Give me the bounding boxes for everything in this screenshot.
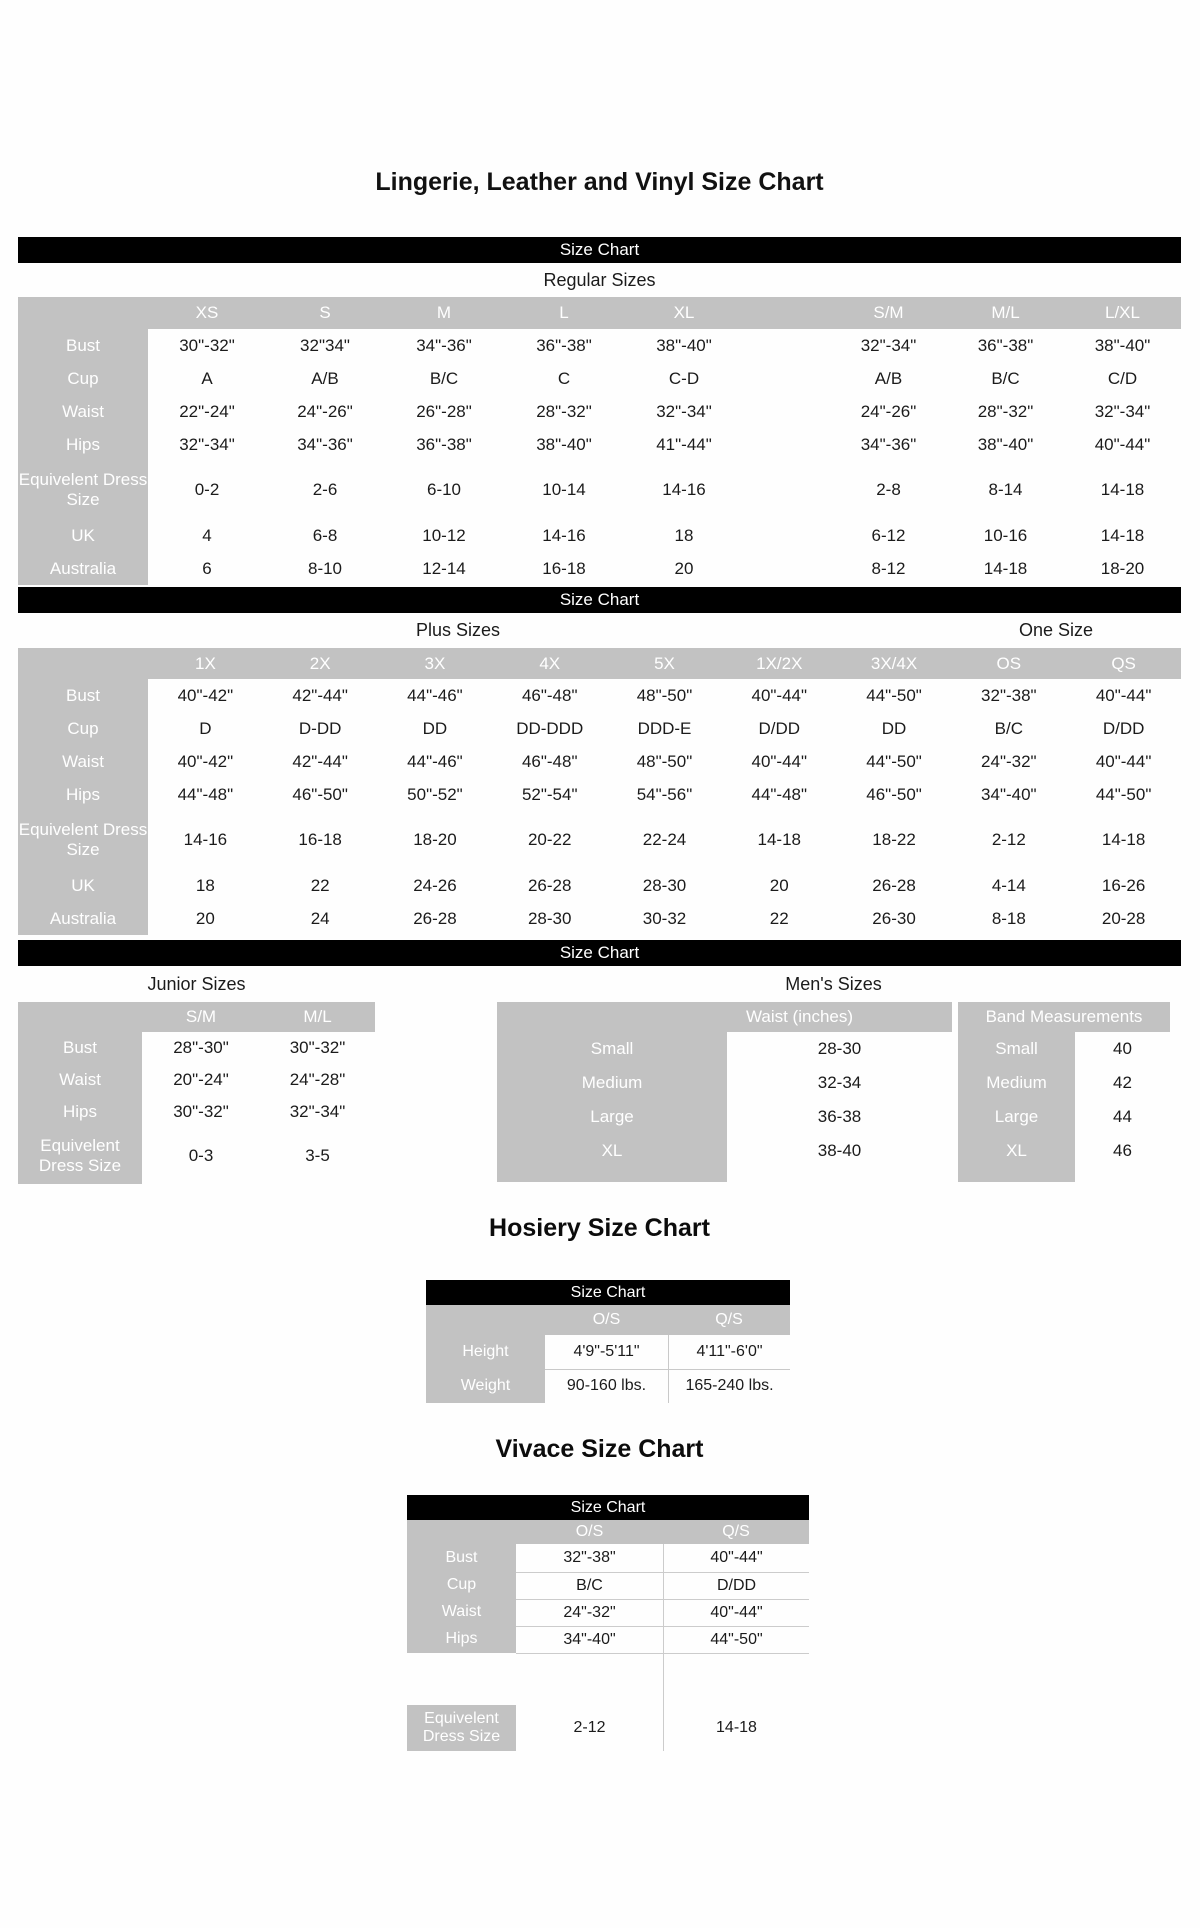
value-cell: 8-14 <box>988 480 1023 500</box>
hosiery-block <box>426 1280 790 1403</box>
value-cell: 6-12 <box>871 525 906 545</box>
value-cell: 46"-48" <box>521 685 578 705</box>
plus-sizes-table <box>18 648 1181 935</box>
value-cell: 34"-36" <box>860 434 917 454</box>
value-cell: 12-14 <box>422 558 466 578</box>
row-label: Australia <box>18 903 148 935</box>
page-content <box>18 168 1181 1751</box>
value-cell: 8-12 <box>871 558 906 578</box>
table-header-row <box>18 297 1181 329</box>
table-row <box>497 1134 1170 1182</box>
value-cell: 10-14 <box>542 480 586 500</box>
table-row <box>497 1032 1170 1066</box>
value-cell: 18-20 <box>413 830 457 850</box>
value-cell: 40"-44" <box>1095 751 1152 771</box>
value-cell: 22 <box>769 909 789 929</box>
table-row <box>18 1128 375 1184</box>
row-label: Weight <box>426 1369 545 1403</box>
value-cell: 16-18 <box>542 558 586 578</box>
value-cell: 32"-34" <box>656 401 712 421</box>
value-cell: 6-8 <box>312 525 338 545</box>
value-cell: 24"-26" <box>297 401 353 421</box>
value-cell: 30"-32" <box>179 335 235 355</box>
row-label: Bust <box>18 679 148 712</box>
column-header: M/L <box>260 1002 375 1032</box>
value-cell: DD-DDD <box>516 718 584 738</box>
row-label: Hips <box>18 428 148 461</box>
row-label: Hips <box>18 778 148 811</box>
value-cell: 34"-40" <box>981 784 1037 804</box>
table-gap <box>744 552 830 585</box>
value-cell: 24"-28" <box>289 1070 346 1090</box>
header-spacer <box>18 648 148 679</box>
value-cell: 30-32 <box>642 909 687 929</box>
value-cell: D/DD <box>663 1572 809 1599</box>
value-cell: 8-10 <box>307 558 343 578</box>
value-cell: 18-20 <box>1100 558 1145 578</box>
value-cell: A/B <box>311 368 339 388</box>
plus-section-row <box>18 613 1181 648</box>
row-label: XL <box>958 1134 1075 1182</box>
value-cell: 16-18 <box>298 830 342 850</box>
row-label: Bust <box>18 1032 142 1064</box>
value-cell: 20-22 <box>527 830 572 850</box>
table-gap <box>744 395 830 428</box>
value-cell: A/B <box>874 368 903 388</box>
row-label: Waist <box>18 395 148 428</box>
regular-sizes-table <box>18 297 1181 585</box>
vivace-block <box>407 1495 809 1751</box>
size-chart-bar: Size Chart <box>18 940 1181 966</box>
column-header: 2X <box>263 648 378 679</box>
value-cell: 44"-46" <box>407 685 463 705</box>
value-cell: B/C <box>516 1572 663 1599</box>
value-cell: B/C <box>429 368 459 388</box>
table-gap <box>663 1653 809 1705</box>
table-row <box>18 461 1181 519</box>
table-gap <box>744 428 830 461</box>
table-row <box>18 745 1181 778</box>
junior-mens-tables <box>18 1002 1181 1186</box>
column-header: 3X <box>378 648 493 679</box>
mens-sizes-label: Men's Sizes <box>785 973 882 994</box>
value-cell: B/C <box>991 368 1020 388</box>
value-cell: 38"-40" <box>536 434 592 454</box>
row-label: Small <box>958 1032 1075 1066</box>
value-cell: 32"-34" <box>179 434 235 454</box>
value-cell: 24"-32" <box>516 1599 663 1626</box>
value-cell: 0-3 <box>188 1146 214 1166</box>
value-cell: DDD-E <box>637 718 692 738</box>
value-cell: 6 <box>202 558 212 578</box>
table-row <box>18 519 1181 552</box>
value-cell: 4-14 <box>991 876 1026 896</box>
value-cell: 26-28 <box>413 909 457 929</box>
size-chart-bar: Size Chart <box>407 1495 809 1520</box>
column-header: O/S <box>545 1305 668 1335</box>
size-chart-bar: Size Chart <box>18 237 1181 263</box>
table-header-row <box>18 648 1181 679</box>
row-label: Equivelent Dress Size <box>18 811 148 869</box>
value-cell: 46"-50" <box>292 784 348 804</box>
value-cell: 30"-32" <box>173 1102 229 1122</box>
column-header: XL <box>624 297 744 329</box>
row-label: Medium <box>958 1066 1075 1100</box>
value-cell: 90-160 lbs. <box>545 1369 668 1403</box>
value-cell: 48"-50" <box>636 751 693 771</box>
header-spacer <box>744 297 830 329</box>
value-cell: 32"-34" <box>289 1102 346 1122</box>
value-cell: 40"-44" <box>751 751 808 771</box>
column-header: O/S <box>516 1520 663 1544</box>
value-cell: 10-16 <box>983 525 1028 545</box>
junior-mens-section-row <box>18 966 1181 1002</box>
value-cell: 14-16 <box>662 480 706 500</box>
value-cell: 4'11"-6'0" <box>668 1335 790 1369</box>
mens-header-row <box>497 1002 1170 1032</box>
value-cell: 2-8 <box>876 480 901 500</box>
value-cell: 22"-24" <box>179 401 235 421</box>
value-cell: 40"-42" <box>177 685 234 705</box>
value-cell: 24-26 <box>413 876 457 896</box>
value-cell: 36"-38" <box>536 335 592 355</box>
value-cell: 2-12 <box>573 1718 606 1736</box>
table-row <box>18 712 1181 745</box>
value-cell: 2-12 <box>991 830 1026 850</box>
value-cell: 36-38 <box>817 1107 862 1127</box>
table-row <box>18 395 1181 428</box>
value-cell: 41"-44" <box>656 434 712 454</box>
table-header-row <box>407 1520 809 1544</box>
row-label: Hips <box>18 1096 142 1128</box>
value-cell: 20 <box>769 876 789 896</box>
value-cell: 46"-50" <box>866 784 922 804</box>
column-header: XS <box>148 297 266 329</box>
value-cell: 52"-54" <box>521 784 578 804</box>
column-header: Q/S <box>663 1520 809 1544</box>
value-cell: 24"-26" <box>860 401 917 421</box>
column-header: OS <box>951 648 1066 679</box>
value-cell: 22 <box>310 876 330 896</box>
page-title: Lingerie, Leather and Vinyl Size Chart <box>375 168 824 196</box>
value-cell: 38"-40" <box>977 434 1034 454</box>
value-cell: 48"-50" <box>636 685 693 705</box>
value-cell: 20 <box>195 909 215 929</box>
header-spacer <box>18 1002 142 1032</box>
value-cell: 42"-44" <box>292 751 348 771</box>
column-header: M/L <box>947 297 1064 329</box>
value-cell: 28-30 <box>817 1039 862 1059</box>
mens-sizes-table <box>497 1002 1170 1182</box>
vivace-table <box>407 1520 809 1751</box>
value-cell: 28-30 <box>527 909 572 929</box>
row-label: Bust <box>407 1544 516 1572</box>
value-cell: 34"-40" <box>516 1626 663 1653</box>
table-row <box>407 1572 809 1599</box>
one-size-label: One Size <box>1018 620 1094 640</box>
table-row <box>18 552 1181 585</box>
value-cell: 40"-44" <box>663 1599 809 1626</box>
table-row <box>18 778 1181 811</box>
value-cell: 14-18 <box>1101 830 1146 850</box>
value-cell: 40"-44" <box>1095 685 1152 705</box>
value-cell: 14-18 <box>757 830 801 850</box>
junior-sizes-table <box>18 1002 375 1184</box>
value-cell: 14-18 <box>983 558 1028 578</box>
table-row <box>407 1544 809 1572</box>
table-header-row <box>18 1002 375 1032</box>
value-cell: 44"-48" <box>751 784 808 804</box>
row-label: XL <box>497 1134 727 1182</box>
table-row <box>407 1599 809 1626</box>
value-cell: 16-26 <box>1101 876 1146 896</box>
table-row <box>407 1705 809 1751</box>
value-cell: 44"-50" <box>1095 784 1152 804</box>
regular-sizes-label: Regular Sizes <box>543 269 656 290</box>
value-cell: 44"-50" <box>866 751 922 771</box>
row-label: Equivelent Dress Size <box>18 1128 142 1184</box>
value-cell: 14-16 <box>183 830 228 850</box>
table-row <box>18 362 1181 395</box>
value-cell: 38-40 <box>817 1141 862 1161</box>
value-cell: 2-6 <box>312 480 338 500</box>
hosiery-title: Hosiery Size Chart <box>489 1214 710 1242</box>
table-gap <box>744 362 830 395</box>
column-header: 1X <box>148 648 263 679</box>
row-label: Hips <box>407 1626 516 1653</box>
row-label: Cup <box>407 1572 516 1599</box>
row-label: Height <box>426 1335 545 1369</box>
row-label: Waist <box>407 1599 516 1626</box>
value-cell: 38"-40" <box>1094 335 1151 355</box>
table-row <box>18 811 1181 869</box>
value-cell: 40"-42" <box>177 751 234 771</box>
value-cell: 4'9"-5'11" <box>573 1342 640 1360</box>
row-label: Large <box>497 1100 727 1134</box>
value-cell: 24 <box>310 909 330 929</box>
value-cell: 32-34 <box>817 1073 862 1093</box>
table-row <box>18 903 1181 935</box>
value-cell: 32"-34" <box>860 335 917 355</box>
row-label: Medium <box>497 1066 727 1100</box>
value-cell: 26-30 <box>872 909 916 929</box>
row-label: Equivelent Dress Size <box>18 461 148 519</box>
value-cell: 50"-52" <box>407 784 463 804</box>
row-label: Bust <box>18 329 148 362</box>
value-cell: 24"-32" <box>981 751 1037 771</box>
row-label: UK <box>18 869 148 903</box>
plus-sizes-label: Plus Sizes <box>415 620 501 640</box>
value-cell: 10-12 <box>422 525 466 545</box>
value-cell: 42 <box>1113 1073 1132 1093</box>
table-row <box>407 1626 809 1653</box>
value-cell: 44"-50" <box>866 685 922 705</box>
value-cell: 26-28 <box>872 876 916 896</box>
value-cell: 8-18 <box>991 909 1026 929</box>
value-cell: 40"-44" <box>663 1544 809 1572</box>
table-row <box>497 1066 1170 1100</box>
value-cell: 34"-36" <box>416 335 472 355</box>
header-spacer <box>407 1520 516 1544</box>
table-row <box>18 679 1181 712</box>
value-cell: 14-16 <box>542 525 586 545</box>
row-label: Cup <box>18 362 148 395</box>
column-header: 5X <box>607 648 722 679</box>
value-cell: 4 <box>202 525 212 545</box>
header-spacer <box>426 1305 545 1335</box>
column-header: 3X/4X <box>837 648 952 679</box>
value-cell: 14-18 <box>1100 525 1145 545</box>
value-cell: 6-10 <box>426 480 462 500</box>
value-cell: 36"-38" <box>977 335 1034 355</box>
row-label: UK <box>18 519 148 552</box>
column-header: Q/S <box>668 1305 790 1335</box>
row-label: Large <box>958 1100 1075 1134</box>
value-cell: 44"-46" <box>407 751 463 771</box>
column-header: S/M <box>142 1002 260 1032</box>
value-cell: D-DD <box>298 718 342 738</box>
value-cell: 46"-48" <box>521 751 578 771</box>
value-cell: 40 <box>1113 1039 1132 1059</box>
value-cell: C <box>557 368 571 388</box>
value-cell: D/DD <box>1102 718 1145 738</box>
value-cell: C/D <box>1107 368 1138 388</box>
value-cell: 32"-34" <box>1094 401 1151 421</box>
value-cell: 28"-32" <box>977 401 1034 421</box>
value-cell: 20 <box>674 558 694 578</box>
value-cell: 3-5 <box>305 1146 330 1166</box>
table-row <box>18 1064 375 1096</box>
value-cell: 18 <box>674 525 694 545</box>
value-cell: 36"-38" <box>416 434 472 454</box>
table-row <box>18 1096 375 1128</box>
row-label: Cup <box>18 712 148 745</box>
value-cell: 32"34" <box>300 335 350 355</box>
regular-section-row <box>18 263 1181 297</box>
value-cell: 18 <box>195 876 215 896</box>
row-label: Waist <box>18 1064 142 1096</box>
value-cell: 54"-56" <box>636 784 693 804</box>
table-gap <box>516 1653 663 1705</box>
value-cell: 32"-38" <box>563 1548 616 1566</box>
row-label: Waist <box>18 745 148 778</box>
value-cell: 22-24 <box>642 830 687 850</box>
column-header: L/XL <box>1064 297 1181 329</box>
column-header: S/M <box>830 297 947 329</box>
value-cell: 44"-48" <box>177 784 234 804</box>
table-gap <box>744 461 830 519</box>
value-cell: 30"-32" <box>289 1038 346 1058</box>
value-cell: 44"-50" <box>663 1626 809 1653</box>
column-header: L <box>504 297 624 329</box>
column-header: S <box>266 297 384 329</box>
table-row <box>18 869 1181 903</box>
value-cell: 28"-32" <box>536 401 592 421</box>
value-cell: 18-22 <box>872 830 916 850</box>
value-cell: 14-18 <box>1100 480 1145 500</box>
value-cell: B/C <box>994 718 1023 738</box>
table-gap <box>744 519 830 552</box>
table-row <box>497 1100 1170 1134</box>
band-measurements-header: Band Measurements <box>958 1002 1170 1032</box>
value-cell: 14-18 <box>663 1705 809 1751</box>
value-cell: 20-28 <box>1101 909 1146 929</box>
vivace-title: Vivace Size Chart <box>495 1435 704 1463</box>
value-cell: 42"-44" <box>292 685 348 705</box>
row-label: Small <box>497 1032 727 1066</box>
value-cell: 26-28 <box>527 876 572 896</box>
waist-inches-header: Waist (inches) <box>497 1002 952 1032</box>
junior-sizes-label: Junior Sizes <box>147 973 246 994</box>
value-cell: 40"-44" <box>751 685 808 705</box>
table-row <box>426 1335 790 1369</box>
size-chart-bar: Size Chart <box>18 587 1181 613</box>
value-cell: DD <box>881 718 907 738</box>
value-cell: A <box>201 368 213 388</box>
value-cell: 28"-30" <box>173 1038 229 1058</box>
row-label: Equivelent Dress Size <box>407 1705 516 1751</box>
value-cell: 28-30 <box>642 876 687 896</box>
table-gap <box>744 329 830 362</box>
table-row <box>18 1032 375 1064</box>
table-header-row <box>426 1305 790 1335</box>
value-cell: D <box>199 718 212 738</box>
value-cell: 0-2 <box>194 480 220 500</box>
column-header: QS <box>1066 648 1181 679</box>
table-row <box>18 428 1181 461</box>
value-cell: D/DD <box>758 718 801 738</box>
value-cell: 34"-36" <box>297 434 353 454</box>
value-cell: DD <box>422 718 448 738</box>
table-row <box>18 329 1181 362</box>
table-row <box>407 1653 809 1705</box>
header-spacer <box>18 297 148 329</box>
value-cell: 20"-24" <box>173 1070 229 1090</box>
value-cell: 46 <box>1113 1141 1132 1161</box>
table-row <box>426 1369 790 1403</box>
column-header: M <box>384 297 504 329</box>
column-header: 1X/2X <box>722 648 837 679</box>
value-cell: C-D <box>668 368 700 388</box>
value-cell: 38"-40" <box>656 335 712 355</box>
row-label: Australia <box>18 552 148 585</box>
value-cell: 32"-38" <box>981 685 1037 705</box>
value-cell: 26"-28" <box>416 401 472 421</box>
size-chart-bar: Size Chart <box>426 1280 790 1305</box>
value-cell: 165-240 lbs. <box>668 1369 790 1403</box>
row-label <box>407 1653 516 1705</box>
hosiery-table <box>426 1305 790 1403</box>
column-header: 4X <box>492 648 607 679</box>
value-cell: 44 <box>1113 1107 1132 1127</box>
value-cell: 40"-44" <box>1094 434 1151 454</box>
